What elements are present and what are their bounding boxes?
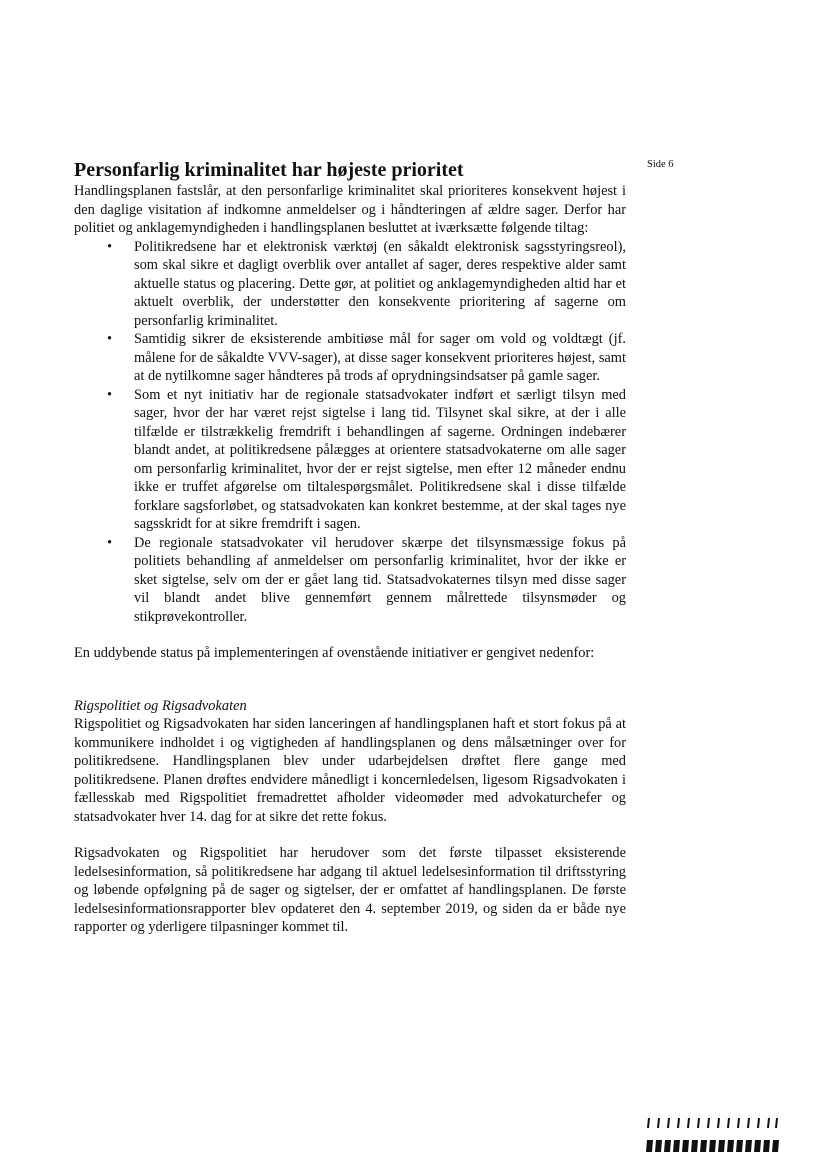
subsection-paragraph-1: Rigspolitiet og Rigsadvokaten har siden lanceringen af handlingsplanen haft et stort fokus på at kommunikere indholdet i og vigtigheden af handlingsplanen og dens målsætninger over for politikredsene. Handlingsplanen blev under udarbejdelsen drøftet flere gange med politikredsene. Planen drøftes endvidere månedligt i koncernledelsen, ligesom Rigsadvokaten i fællesskab med Rigspolitiet fremadrettet afholder videomøder med advokaturchefer og statsadvokater hver 14. dag for at sikre det rette fokus. — [74, 716, 626, 825]
subsection-paragraph-2: Rigsadvokaten og Rigspolitiet har herudover som det første tilpasset eksisterende ledelsesinformation, så politikredsene har adgang til aktuel ledelsesinformation til driftsstyring og løbende opfølgning på de sager og sigtelser, der er omfattet af handlingsplanen. De første ledelsesinformationsrapporter blev opdateret den 4. september 2019, og siden da er både nye rapporter og yderligere tilpasninger kommet til. — [74, 845, 626, 935]
list-item: • De regionale statsadvokater vil herudover skærpe det tilsynsmæssige fokus på politiets behandling af anmeldelser om personfarlig kriminalitet, hvor der ikke er sket sigtelse, selv om der er gået lang tid. Statsadvokaternes tilsyn med disse sager vil blandt andet blive gennemført gennem målrettede tilsynsmøder og stikprøvekontroller. — [134, 534, 626, 627]
subsection-heading: Rigspolitiet og Rigsadvokaten — [74, 697, 247, 714]
list-item: • Samtidig sikrer de eksisterende ambitiøse mål for sager om vold og voldtægt (jf. målene for de såkaldte VVV-sager), at disse sager konsekvent prioriteres højest, samt at de nytilkomne sager håndteres på trods af oprydningsindsatser på gamle sager. — [134, 330, 626, 386]
status-intro-paragraph: En uddybende status på implementeringen af ovenstående initiativer er gengivet nedenfor: — [74, 645, 595, 661]
initiatives-list — [74, 238, 626, 627]
list-item: • Som et nyt initiativ har de regionale statsadvokater indført et særligt tilsyn med sager, hvor der har været rejst sigtelse i lang tid. Tilsynet skal sikre, at der i alle tilfælde er tilstrækkelig fremdrift i behandlingen af sagerne. Ordningen indebærer blandt andet, at politikredsene pålægges at orientere statsadvokaterne om alle sager om personfarlig kriminalitet, hvor der er rejst sigtelse, men efter 12 måneder endnu ikke er truffet afgørelse om tiltalespørgsmålet. Politikredsene skal i disse tilfælde forklare sagsforløbet, og statsadvokaten kan konkret bestemme, at der skal tages nye sagsskridt for at sikre fremdrift i sagen. — [134, 386, 626, 534]
document-body — [74, 158, 626, 937]
spacer — [74, 663, 626, 697]
list-item: • Politikredsene har et elektronisk værktøj (en såkaldt elektronisk sagsstyringsreol), som skal sikre et dagligt overblik over antallet af sager, deres respektive alder samt aktuelle status og placering. Dette gør, at politiet og anklagemyndigheden altid har et aktuelt overblik, der understøtter den konsekvente prioritering af sagerne om personfarlig kriminalitet. — [134, 238, 626, 331]
spacer — [74, 826, 626, 844]
intro-paragraph: Handlingsplanen fastslår, at den personfarlige kriminalitet skal prioriteres konsekvent højest i den daglige visitation af indkomne anmeldelser og i håndteringen af ældre sager. Derfor har politiet og anklagemyndigheden i handlingsplanen besluttet at iværksætte følgende tiltag: — [74, 183, 626, 236]
section-title: Personfarlig kriminalitet har højeste prioritet — [74, 159, 464, 181]
spacer — [74, 626, 626, 644]
barcode-icon — [646, 1118, 780, 1152]
page-number: Side 6 — [647, 159, 674, 170]
